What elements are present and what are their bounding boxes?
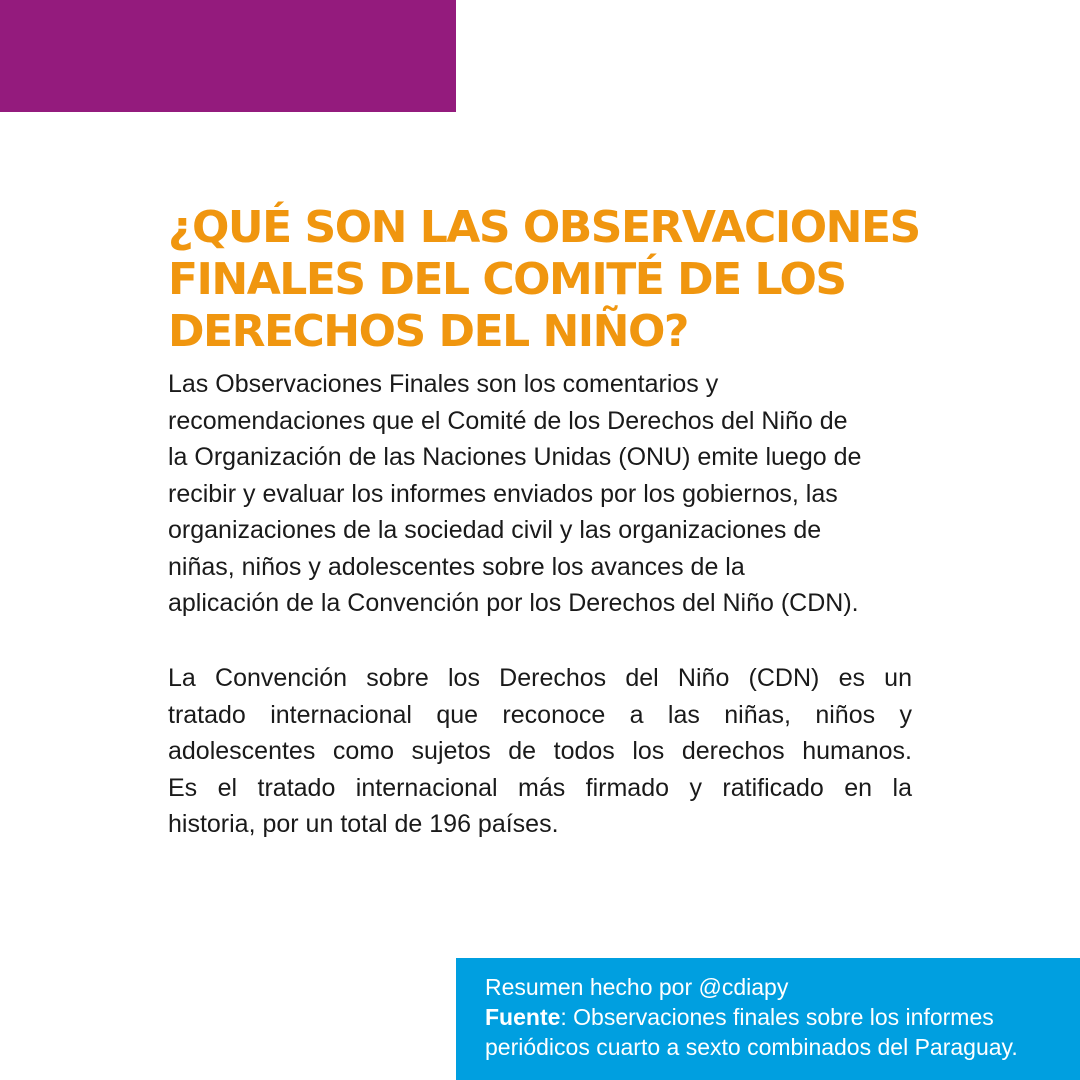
- paragraph-line: La Convención sobre los Derechos del Niño (CDN) es un: [168, 664, 912, 692]
- summary-credit: Resumen hecho por @cdiapy: [485, 974, 789, 1000]
- title-line: FINALES DEL COMITÉ DE LOS: [168, 254, 846, 305]
- source-line: [485, 1002, 1080, 1032]
- source-label: Fuente: [485, 1004, 561, 1030]
- definition-paragraph: [168, 366, 912, 622]
- paragraph-line: la Organización de las Naciones Unidas (ONU) emite luego de: [168, 443, 862, 471]
- paragraph-line: Es el tratado internacional más firmado y ratificado en la: [168, 773, 912, 802]
- source-box: [456, 958, 1080, 1080]
- paragraph-line: aplicación de la Convención por los Derechos del Niño (CDN).: [168, 589, 859, 617]
- source-text-continued: periódicos cuarto a sexto combinados del Paraguay.: [485, 1034, 1018, 1060]
- title-line: DERECHOS DEL NIÑO?: [168, 306, 688, 357]
- paragraph-line: niñas, niños y adolescentes sobre los avances de la: [168, 552, 745, 581]
- title-line: ¿QUÉ SON LAS OBSERVACIONES: [168, 202, 920, 253]
- paragraph-line: Las Observaciones Finales son los comentarios y: [168, 370, 719, 398]
- paragraph-line: recibir y evaluar los informes enviados por los gobiernos, las: [168, 479, 838, 508]
- paragraph-line: historia, por un total de 196 países.: [168, 810, 559, 838]
- decorative-purple-block: [0, 0, 456, 112]
- paragraph-line: recomendaciones que el Comité de los Derechos del Niño de: [168, 406, 848, 435]
- paragraph-line: adolescentes como sujetos de todos los derechos humanos.: [168, 737, 912, 765]
- source-text: Observaciones finales sobre los informes: [566, 1004, 994, 1030]
- page-title: [168, 202, 928, 358]
- paragraph-line: tratado internacional que reconoce a las niñas, niños y: [168, 700, 912, 729]
- cdn-paragraph: [168, 660, 912, 843]
- paragraph-line: organizaciones de la sociedad civil y las organizaciones de: [168, 516, 822, 544]
- source-separator: :: [560, 1004, 567, 1030]
